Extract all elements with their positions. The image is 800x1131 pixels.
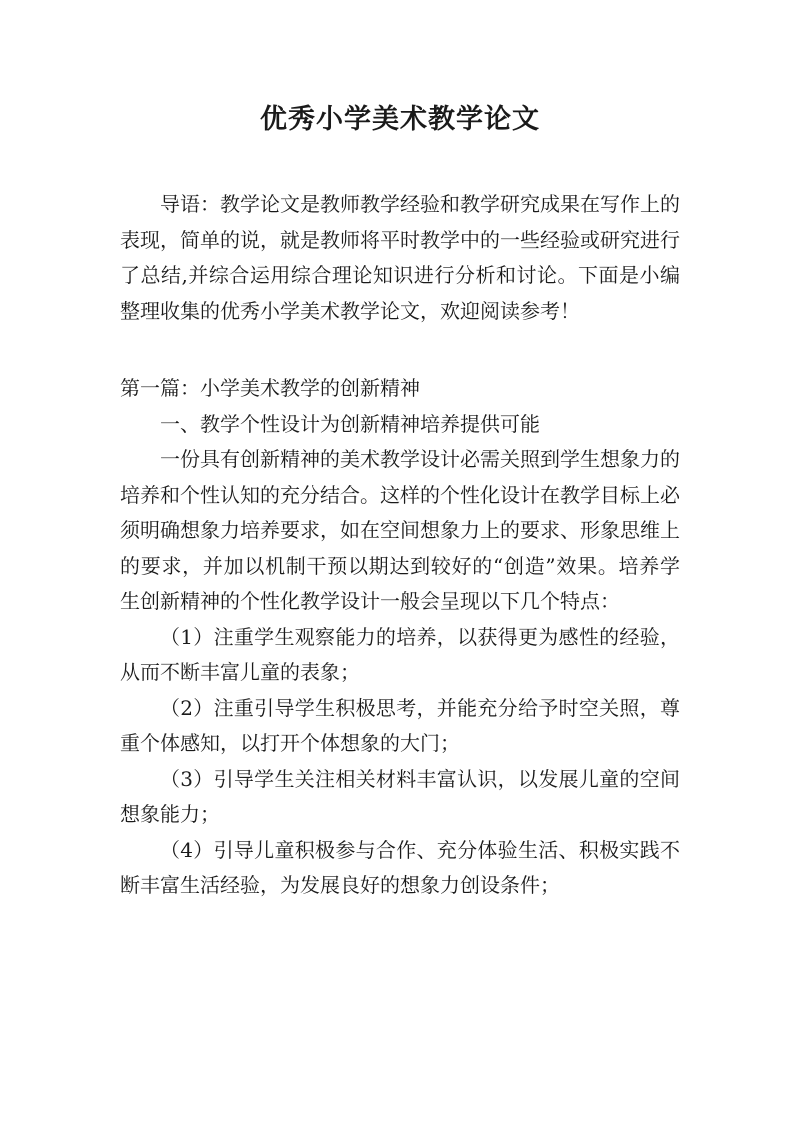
- body-paragraph: 一份具有创新精神的美术教学设计必需关照到学生想象力的培养和个性认知的充分结合。这样的个性化设计在教学目标上必须明确想象力培养要求，如在空间想象力上的要求、形象思维上的要求，并加以机制干预以期达到较好的“创造”效果。培养学生创新精神的个性化教学设计一般会呈现以下几个特点：: [120, 447, 680, 613]
- list-item-point-2: （2）注重引导学生积极思考，并能充分给予时空关照，尊重个体感知，以打开个体想象的大门；: [120, 695, 680, 755]
- section-heading: 一、教学个性设计为创新精神培养提供可能: [160, 411, 540, 436]
- chapter-heading: 第一篇：小学美术教学的创新精神: [120, 376, 420, 400]
- document-title: 优秀小学美术教学论文: [260, 104, 540, 135]
- list-item-point-1: （1）注重学生观察能力的培养，以获得更为感性的经验，从而不断丰富儿童的表象；: [120, 624, 680, 684]
- list-item-point-3: （3）引导学生关注相关材料丰富认识，以发展儿童的空间想象能力；: [120, 766, 680, 826]
- list-item-point-4: （4）引导儿童积极参与合作、充分体验生活、积极实践不断丰富生活经验，为发展良好的想象力创设条件；: [120, 837, 680, 897]
- document-body: [120, 187, 680, 904]
- intro-paragraph: 导语：教学论文是教师教学经验和教学研究成果在写作上的表现，简单的说，就是教师将平时教学中的一些经验或研究进行了总结,并综合运用综合理论知识进行分析和讨论。下面是小编整理收集的优秀小学美术教学论文，欢迎阅读参考！: [120, 192, 680, 323]
- paragraph-gap: [120, 329, 680, 371]
